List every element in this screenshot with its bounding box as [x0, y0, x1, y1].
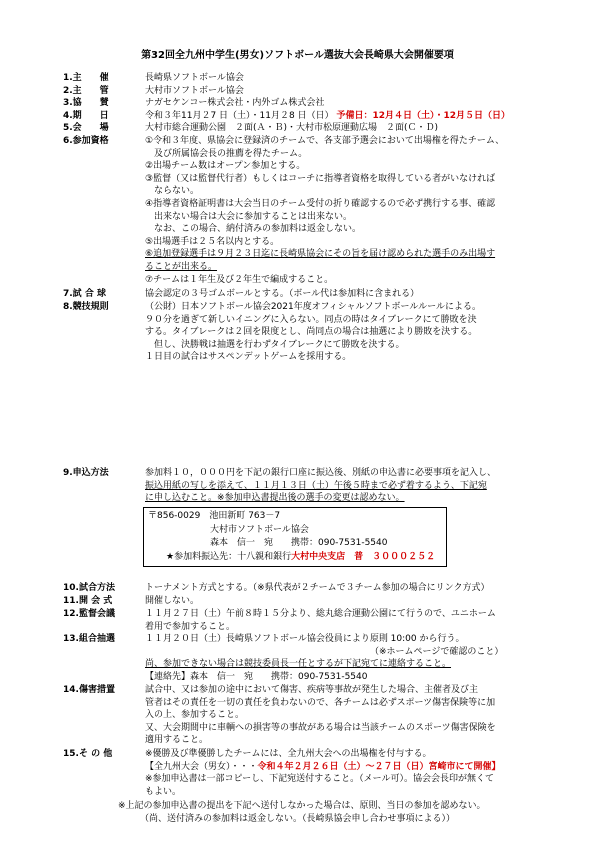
- footer-note: （尚、送付済みの参加料は返金しない。（長崎県協会申し合わせ事項による））: [140, 814, 456, 824]
- section-text: ④指導者資格証明書は大会当日のチーム受付の折り確認するので必ず携行する事、確認: [145, 198, 496, 209]
- section-text: 又、大会期間中に車輌への損害等の事故がある場合は当該チームのスポーツ傷害保険を: [145, 722, 496, 733]
- section-number: 14.傷害措置: [63, 685, 115, 695]
- section-text: 及び所属協会長の推薦を得たチーム。: [145, 148, 308, 159]
- section-text: （公財）日本ソフトボール協会2021年度オフィシャルソフトボールルールによる。: [145, 302, 481, 312]
- section-text: 振込用紙の写しを添えて、１１月１３日（土）午後５時まで必ず着するよう、下記宛: [145, 480, 487, 491]
- section-text: １１月２０日（土）長崎県ソフトボール協会役員により原則 10:00 から行う。: [145, 634, 465, 644]
- section-number: 6.参加資格: [63, 136, 109, 146]
- section-number: 2.主 管: [63, 85, 109, 96]
- section-text: 適用すること。: [145, 735, 209, 746]
- section-text: ※優勝及び準優勝したチームには、全九州大会への出場権を付与する。: [145, 749, 432, 759]
- section-text: 但し、決勝戦は抽選を行わずタイブレークにて勝敗を決する。: [145, 339, 405, 350]
- bank-account: 大村中央支店 普 ３０００２５２: [291, 551, 436, 562]
- section-number: 1.主 催: [63, 73, 109, 83]
- contact-address: 〒856-0029 池田新町 763－7: [148, 511, 281, 521]
- contact-box: [143, 507, 447, 567]
- section-number: 7.試 合 球: [63, 289, 106, 299]
- section-text: トーナメント方式とする。（※県代表が２チームで３チーム参加の場合にリンク方式）: [145, 583, 490, 593]
- section-text: 管者はその責任を一切の責任を負わないので、各チームは必ずスポーツ傷害保険等に加: [145, 697, 496, 708]
- section-text: 尚、参加できない場合は競技委員長一任とするが下記宛てに連絡すること。: [145, 659, 452, 670]
- section-text: 【連絡先】森本 信一 宛 携帯：090-7531-5540: [145, 671, 368, 682]
- section-text: ることが出来る。: [145, 261, 218, 272]
- section-text: 大村市総合運動公園 ２面(Ａ・Ｂ)・大村市松原運動広場 ２面(Ｃ・Ｄ): [145, 123, 439, 134]
- section-text: １１月２７日（土）午前８時１５分より、総丸総合運動公園にて行うので、ユニホーム: [145, 609, 496, 619]
- section-text: ③監督（又は監督代行者）もしくはコーチに指導者資格を取得している者がいなければ: [145, 173, 496, 184]
- section-text: 着用で参加すること。: [145, 621, 236, 632]
- section-number: 5.会 場: [63, 123, 109, 134]
- bank-label: ★参加料振込先：十八親和銀行: [166, 551, 292, 562]
- section-text: ⑦チームは１年生及び２年生で編成すること。: [145, 274, 334, 285]
- section-number: 12.監督会議: [63, 609, 115, 619]
- section-text: （※ホームページで確認のこと）: [370, 646, 504, 657]
- section-number: 8.競技規則: [63, 302, 109, 312]
- section-number: 11.開 会 式: [63, 596, 113, 606]
- page-title: 第32回全九州中学生(男女)ソフトボール選抜大会長崎県大会開催要項: [141, 50, 454, 61]
- event-dates: 令和３年11月２7 日（土）・11月２8 日（日）: [145, 110, 334, 121]
- section-number: 10.試合方法: [63, 583, 115, 593]
- section-text: １日目の試合はサスペンデットゲームを採用する。: [145, 352, 352, 363]
- section-text: 大村市ソフトボール協会: [145, 85, 244, 96]
- section-text: 出来ない場合は大会に参加することは出来ない。: [145, 211, 353, 222]
- section-text: 長崎県ソフトボール協会: [145, 73, 244, 83]
- section-text: 参加料１０，０００円を下記の銀行口座に振込後、別紙の申込書に必要事項を記入し、: [145, 468, 497, 478]
- section-text: ならない。: [145, 186, 200, 197]
- section-text: ⑥追加登録選手は９月２３日迄に長崎県協会にその旨を届け認められた選手のみ出場す: [145, 249, 496, 260]
- section-text: 協会認定の３号ゴムボールとする。（ボール代は参加料に含まれる）: [145, 289, 420, 299]
- reserve-dates: 予備日：12月４日（土）・12月５日（日）: [336, 110, 511, 121]
- section-text: なお、この場合、納付済みの参加料は返金しない。: [145, 224, 362, 235]
- section-text: もよい。: [145, 786, 182, 797]
- contact-org: 大村市ソフトボール協会: [210, 524, 309, 535]
- section-number: 9.申込方法: [63, 468, 109, 478]
- section-number: 15.そ の 他: [63, 749, 113, 759]
- section-text: に申し込むこと。※参加申込書提出後の選手の変更は認めない。: [145, 493, 405, 504]
- section-text: する。タイブレークは２回を限度とし、尚同点の場合は抽選により勝敗を決する。: [145, 327, 478, 338]
- section-text: ※参加申込書は一部コピーし、下記宛送付すること。（メール可）。協会会長印が無くて: [145, 774, 495, 785]
- section-number: 13.組合抽選: [63, 634, 115, 644]
- section-number: 3.協 賛: [63, 98, 109, 109]
- section-text: ⑤出場選手は２５名以内とする。: [145, 236, 280, 247]
- kyushu-label: 【全九州大会（男女）・・・: [145, 761, 258, 772]
- section-number: 4.期 日: [63, 110, 109, 121]
- section-text: 試合中、又は参加の途中において傷害、疾病等事故が発生した場合、主催者及び主: [145, 685, 479, 695]
- section-text: 開催しない。: [145, 596, 200, 606]
- section-text: ②出場チーム数はオープン参加とする。: [145, 161, 306, 172]
- section-text: ９０分を過ぎて新しいイニングに入らない。同点の時はタイブレークにて勝敗を決: [145, 314, 477, 325]
- footer-note: ※上記の参加申込書の提出を下記へ送付しなかった場合は、原則、当日の参加を認めない。: [118, 801, 486, 811]
- section-text: ①令和３年度、県協会に登録済のチームで、各支部予選会において出場権を得たチーム、: [145, 136, 505, 146]
- contact-person: 森本 信一 宛 携帯：090-7531-5540: [210, 538, 388, 548]
- section-text: 入の上、参加すること。: [145, 710, 245, 721]
- section-text: ナガセケンコー株式会社・内外ゴム株式会社: [145, 98, 325, 109]
- kyushu-dates: 令和４年２月２６日（土）～２７日（日）宮崎市にて開催】: [257, 761, 501, 772]
